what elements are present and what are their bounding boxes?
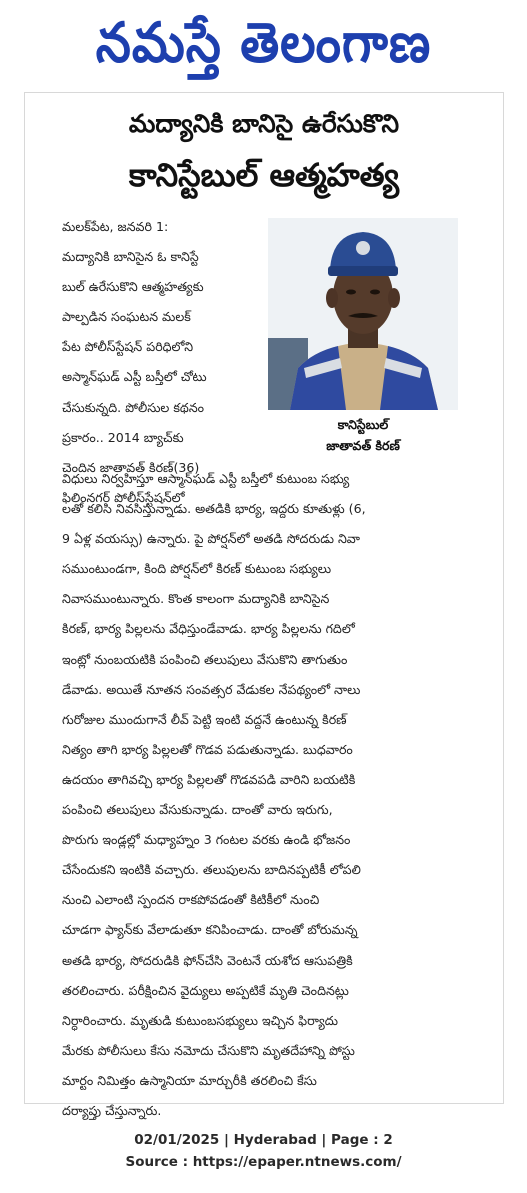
body-line: విధులు నిర్వహిస్తూ ఆస్మాన్‌ఘడ్ ఎస్టీ బస్తీలో కుటుంబ సభ్యు	[62, 471, 350, 486]
body-line: చేసుకున్నది. పోలీసుల కథనం	[62, 399, 205, 415]
body-line: తరలించారు. పరీక్షించిన వైద్యులు అప్పటికే మృతి చెందినట్లు	[62, 982, 349, 998]
body-line: లతో కలిసి నివసిస్తున్నాడు. అతడికి భార్య, ఇద్దరు కూతుళ్లు (6,	[62, 501, 366, 517]
body-line: డేవాడు. అయితే నూతన సంవత్సర వేడుకల నేపథ్యంలో నాలు	[62, 681, 361, 697]
body-line: పొరుగు ఇండ్లల్లో మధ్యాహ్నం 3 గంటల వరకు ఉండి భోజనం	[62, 832, 351, 848]
body-line: నుంచి ఎలాంటి స్పందన రాకపోవడంతో కిటికీలో నుంచి	[62, 892, 320, 908]
body-line: నివాసముంటున్నారు. కొంత కాలంగా మద్యానికి బానిసైన	[62, 591, 330, 607]
body-line: మద్యానికి బానిసైన ఓ కానిస్టే	[62, 249, 199, 265]
body-line: పాల్పడిన సంఘటన మలక్	[62, 309, 191, 325]
body-line: మేరకు పోలీసులు కేసు నమోదు చేసుకొని మృతదేహాన్ని పోస్టు	[62, 1042, 355, 1058]
constable-portrait-illustration	[268, 218, 458, 410]
constable-photo	[268, 218, 458, 410]
footer-source-link[interactable]: Source : https://epaper.ntnews.com/	[125, 1154, 402, 1170]
photo-caption	[268, 414, 458, 456]
body-line: అతడి భార్య, సోదరుడికి ఫోన్‌చేసి వెంటనే యశోద ఆసుపత్రికి	[62, 952, 353, 968]
body-line: ఉదయం తాగివచ్చి భార్య పిల్లలతో గొడవపడి వారిని బయటికి	[62, 771, 356, 787]
body-line: సముంటుండగా, కింది పోర్షన్‌లో కిరణ్ కుటుంబ సభ్యులు	[62, 561, 332, 577]
body-line: గురోజుల ముందుగానే లీవ్ పెట్టి ఇంటి వద్దనే ఉంటున్న కిరణ్	[62, 711, 347, 727]
body-line: మలక్‌పేట, జనవరి 1:	[62, 219, 169, 234]
body-line: దర్యాప్తు చేస్తున్నారు.	[62, 1102, 162, 1118]
body-line: చూడగా ఫ్యాన్‌కు వేలాడుతూ కనిపించాడు. దాంతో బోరుమన్న	[62, 922, 358, 938]
body-line: కిరణ్, భార్య పిల్లలను వేధిస్తుండేవాడు. భార్య పిల్లలను గదిలో	[62, 621, 355, 637]
body-line: ఫిలింనగర్ పోలీస్‌స్టేషన్‌లో	[62, 489, 185, 505]
body-line: పంపించి తలుపులు వేసుకున్నాడు. దాంతో వారు ఇరుగు,	[62, 802, 333, 818]
caption-line-1: కానిస్టేబుల్	[337, 417, 389, 432]
article-full-width	[62, 464, 502, 1126]
body-line: నిత్యం తాగి భార్య పిల్లలతో గొడవ పడుతున్నాడు. బుధవారం	[62, 741, 353, 757]
body-line: పేట పోలీస్‌స్టేషన్ పరిధిలోని	[62, 339, 194, 355]
headline-line-1: మద్యానికి బానిసై ఉరేసుకొని	[128, 109, 400, 138]
body-line: ప్రకారం.. 2014 బ్యాచ్‌కు	[62, 429, 184, 445]
masthead-title: నమస్తే తెలంగాణ	[95, 11, 432, 75]
body-line: నిర్ధారించారు. మృతుడి కుటుంబసభ్యులు ఇచ్చిన ఫిర్యాదు	[62, 1012, 338, 1028]
body-line: అస్మాన్‌ఘడ్ ఎస్టీ బస్తీలో చోటు	[62, 369, 207, 385]
body-line: ఇంట్లో నుంబయటికి పంపించి తలుపులు వేసుకొని తాగుతుం	[62, 651, 348, 667]
body-line: చేసేందుకని ఇంటికి వచ్చారు. తలుపులను బాదినప్పటికీ లోపలి	[62, 862, 361, 878]
body-line: బుల్ ఉరేసుకొని ఆత్మహత్యకు	[62, 279, 204, 295]
body-line: చెందిన జాతావత్ కిరణ్(36)	[62, 459, 200, 475]
body-line: 9 ఏళ్ల వయస్సు) ఉన్నారు. పై పోర్షన్‌లో అతడి సోదరుడు నివా	[62, 531, 360, 547]
body-line: మార్టం నిమిత్తం ఉస్మానియా మార్చురీకి తరలించి కేసు	[62, 1072, 317, 1088]
caption-line-2: జాతావత్ కిరణ్	[326, 438, 400, 453]
headline-line-2: కానిస్టేబుల్ ఆత్మహత్య	[128, 156, 400, 194]
footer-date-edition: 02/01/2025 | Hyderabad | Page : 2	[134, 1132, 393, 1148]
